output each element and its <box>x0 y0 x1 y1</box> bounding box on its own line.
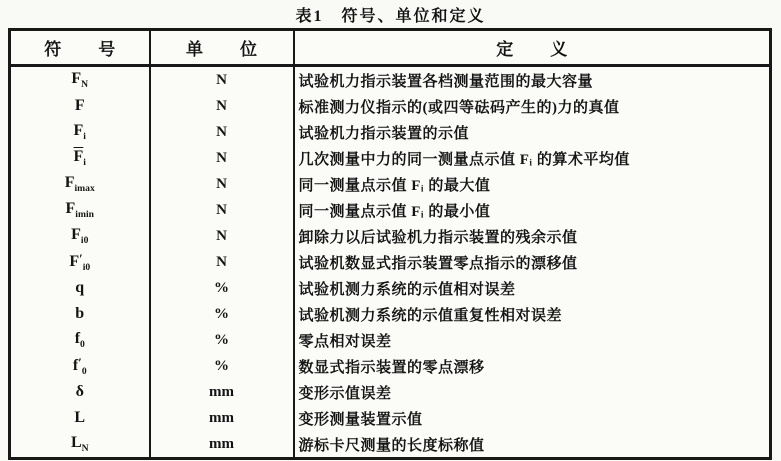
definition-text: 试验机测力系统的示值重复性相对误差 <box>298 307 563 324</box>
symbol-cell <box>10 145 150 171</box>
unit-cell <box>150 93 294 119</box>
header-symbol: 符 号 <box>10 30 150 66</box>
table-row <box>10 405 771 431</box>
unit-text: N <box>216 71 227 88</box>
table-row <box>10 301 771 327</box>
unit-text: % <box>214 279 229 296</box>
unit-text: % <box>214 357 229 374</box>
definition-text: 标准测力仪指示的(或四等砝码产生的)力的真值 <box>298 99 620 116</box>
unit-text: % <box>214 331 229 348</box>
definition-cell <box>294 327 771 353</box>
unit-text: N <box>216 253 227 270</box>
definition-text: 变形测量装置示值 <box>298 411 423 428</box>
table-body <box>10 66 771 459</box>
definition-text: 试验机测力系统的示值相对误差 <box>298 281 516 298</box>
table-row <box>10 197 771 223</box>
header-unit: 单 位 <box>150 30 294 66</box>
definition-cell <box>294 171 771 197</box>
symbol-text: $F_{imax}$ <box>64 173 95 195</box>
symbol-text: F <box>74 97 85 114</box>
symbol-text: $F_{i0}$ <box>71 225 89 247</box>
definition-cell <box>294 145 771 171</box>
unit-cell <box>150 301 294 327</box>
unit-cell <box>150 145 294 171</box>
definition-cell <box>294 431 771 459</box>
unit-text: N <box>216 97 227 114</box>
symbol-text: $F_N$ <box>71 69 89 91</box>
symbol-text: L <box>74 409 86 426</box>
definition-cell <box>294 301 771 327</box>
definition-text: 零点相对误差 <box>298 333 392 350</box>
unit-cell <box>150 197 294 223</box>
unit-cell <box>150 327 294 353</box>
unit-cell <box>150 171 294 197</box>
symbol-text: $F_{imin}$ <box>65 199 94 221</box>
symbol-cell <box>10 171 150 197</box>
symbols-table <box>8 28 772 460</box>
symbol-cell <box>10 223 150 249</box>
definition-cell <box>294 223 771 249</box>
definition-text: 同一测量点示值 Fᵢ 的最大值 <box>298 177 491 194</box>
definition-text: 同一测量点示值 Fᵢ 的最小值 <box>298 203 491 220</box>
table-row <box>10 223 771 249</box>
symbol-cell <box>10 379 150 405</box>
symbol-text: q <box>75 279 85 296</box>
table-row <box>10 249 771 275</box>
symbol-cell <box>10 197 150 223</box>
unit-cell <box>150 275 294 301</box>
unit-text: N <box>216 123 227 140</box>
table-row <box>10 93 771 119</box>
symbol-text: $F_i$ <box>73 121 86 143</box>
symbol-text: $L_N$ <box>70 433 89 455</box>
header-definition: 定 义 <box>294 30 771 66</box>
definition-text: 游标卡尺测量的长度标称值 <box>298 437 485 454</box>
definition-text: 试验机数显式指示装置零点指示的漂移值 <box>298 255 578 272</box>
unit-text: mm <box>209 435 234 452</box>
unit-cell <box>150 249 294 275</box>
definition-cell <box>294 249 771 275</box>
symbol-cell <box>10 431 150 459</box>
definition-text: 变形示值误差 <box>298 385 392 402</box>
symbol-cell <box>10 249 150 275</box>
table-header-row <box>10 30 771 66</box>
symbol-cell <box>10 301 150 327</box>
unit-text: N <box>216 175 227 192</box>
table-row <box>10 275 771 301</box>
unit-text: N <box>216 149 227 166</box>
symbol-text: $f_0$ <box>74 329 85 351</box>
page-title: 表1 符号、单位和定义 <box>295 8 486 25</box>
unit-text: mm <box>209 409 234 426</box>
definition-text: 卸除力以后试验机力指示装置的残余示值 <box>298 229 578 246</box>
table-row <box>10 379 771 405</box>
unit-cell <box>150 353 294 379</box>
unit-cell <box>150 405 294 431</box>
symbol-cell <box>10 327 150 353</box>
definition-cell <box>294 93 771 119</box>
table-row <box>10 119 771 145</box>
unit-cell <box>150 431 294 459</box>
definition-text: 数显式指示装置的零点漂移 <box>298 359 485 376</box>
definition-cell <box>294 66 771 94</box>
table-row <box>10 171 771 197</box>
definition-cell <box>294 379 771 405</box>
definition-cell <box>294 405 771 431</box>
symbol-text: $f'_0$ <box>72 355 87 377</box>
unit-cell <box>150 379 294 405</box>
definition-text: 试验机力指示装置的示值 <box>298 125 470 142</box>
unit-cell <box>150 66 294 94</box>
unit-text: N <box>216 227 227 244</box>
symbol-cell <box>10 66 150 94</box>
symbol-cell <box>10 93 150 119</box>
definition-cell <box>294 197 771 223</box>
unit-text: mm <box>209 383 234 400</box>
symbol-cell <box>10 353 150 379</box>
definition-cell <box>294 275 771 301</box>
table-row <box>10 353 771 379</box>
unit-cell <box>150 119 294 145</box>
unit-text: % <box>214 305 229 322</box>
unit-text: N <box>216 201 227 218</box>
table-row <box>10 431 771 459</box>
symbol-cell <box>10 275 150 301</box>
symbol-cell <box>10 119 150 145</box>
symbol-text: δ <box>75 383 84 400</box>
symbol-cell <box>10 405 150 431</box>
definition-text: 几次测量中力的同一测量点示值 Fᵢ 的算术平均值 <box>298 151 630 168</box>
table-row <box>10 145 771 171</box>
table-row <box>10 66 771 94</box>
unit-cell <box>150 223 294 249</box>
symbol-text: $\overline{F}_i$ <box>73 147 86 169</box>
symbol-text: b <box>75 305 85 322</box>
definition-cell <box>294 119 771 145</box>
definition-text: 试验机力指示装置各档测量范围的最大容量 <box>298 73 594 90</box>
symbol-text: $F'_{i0}$ <box>69 251 91 273</box>
definition-cell <box>294 353 771 379</box>
table-row <box>10 327 771 353</box>
